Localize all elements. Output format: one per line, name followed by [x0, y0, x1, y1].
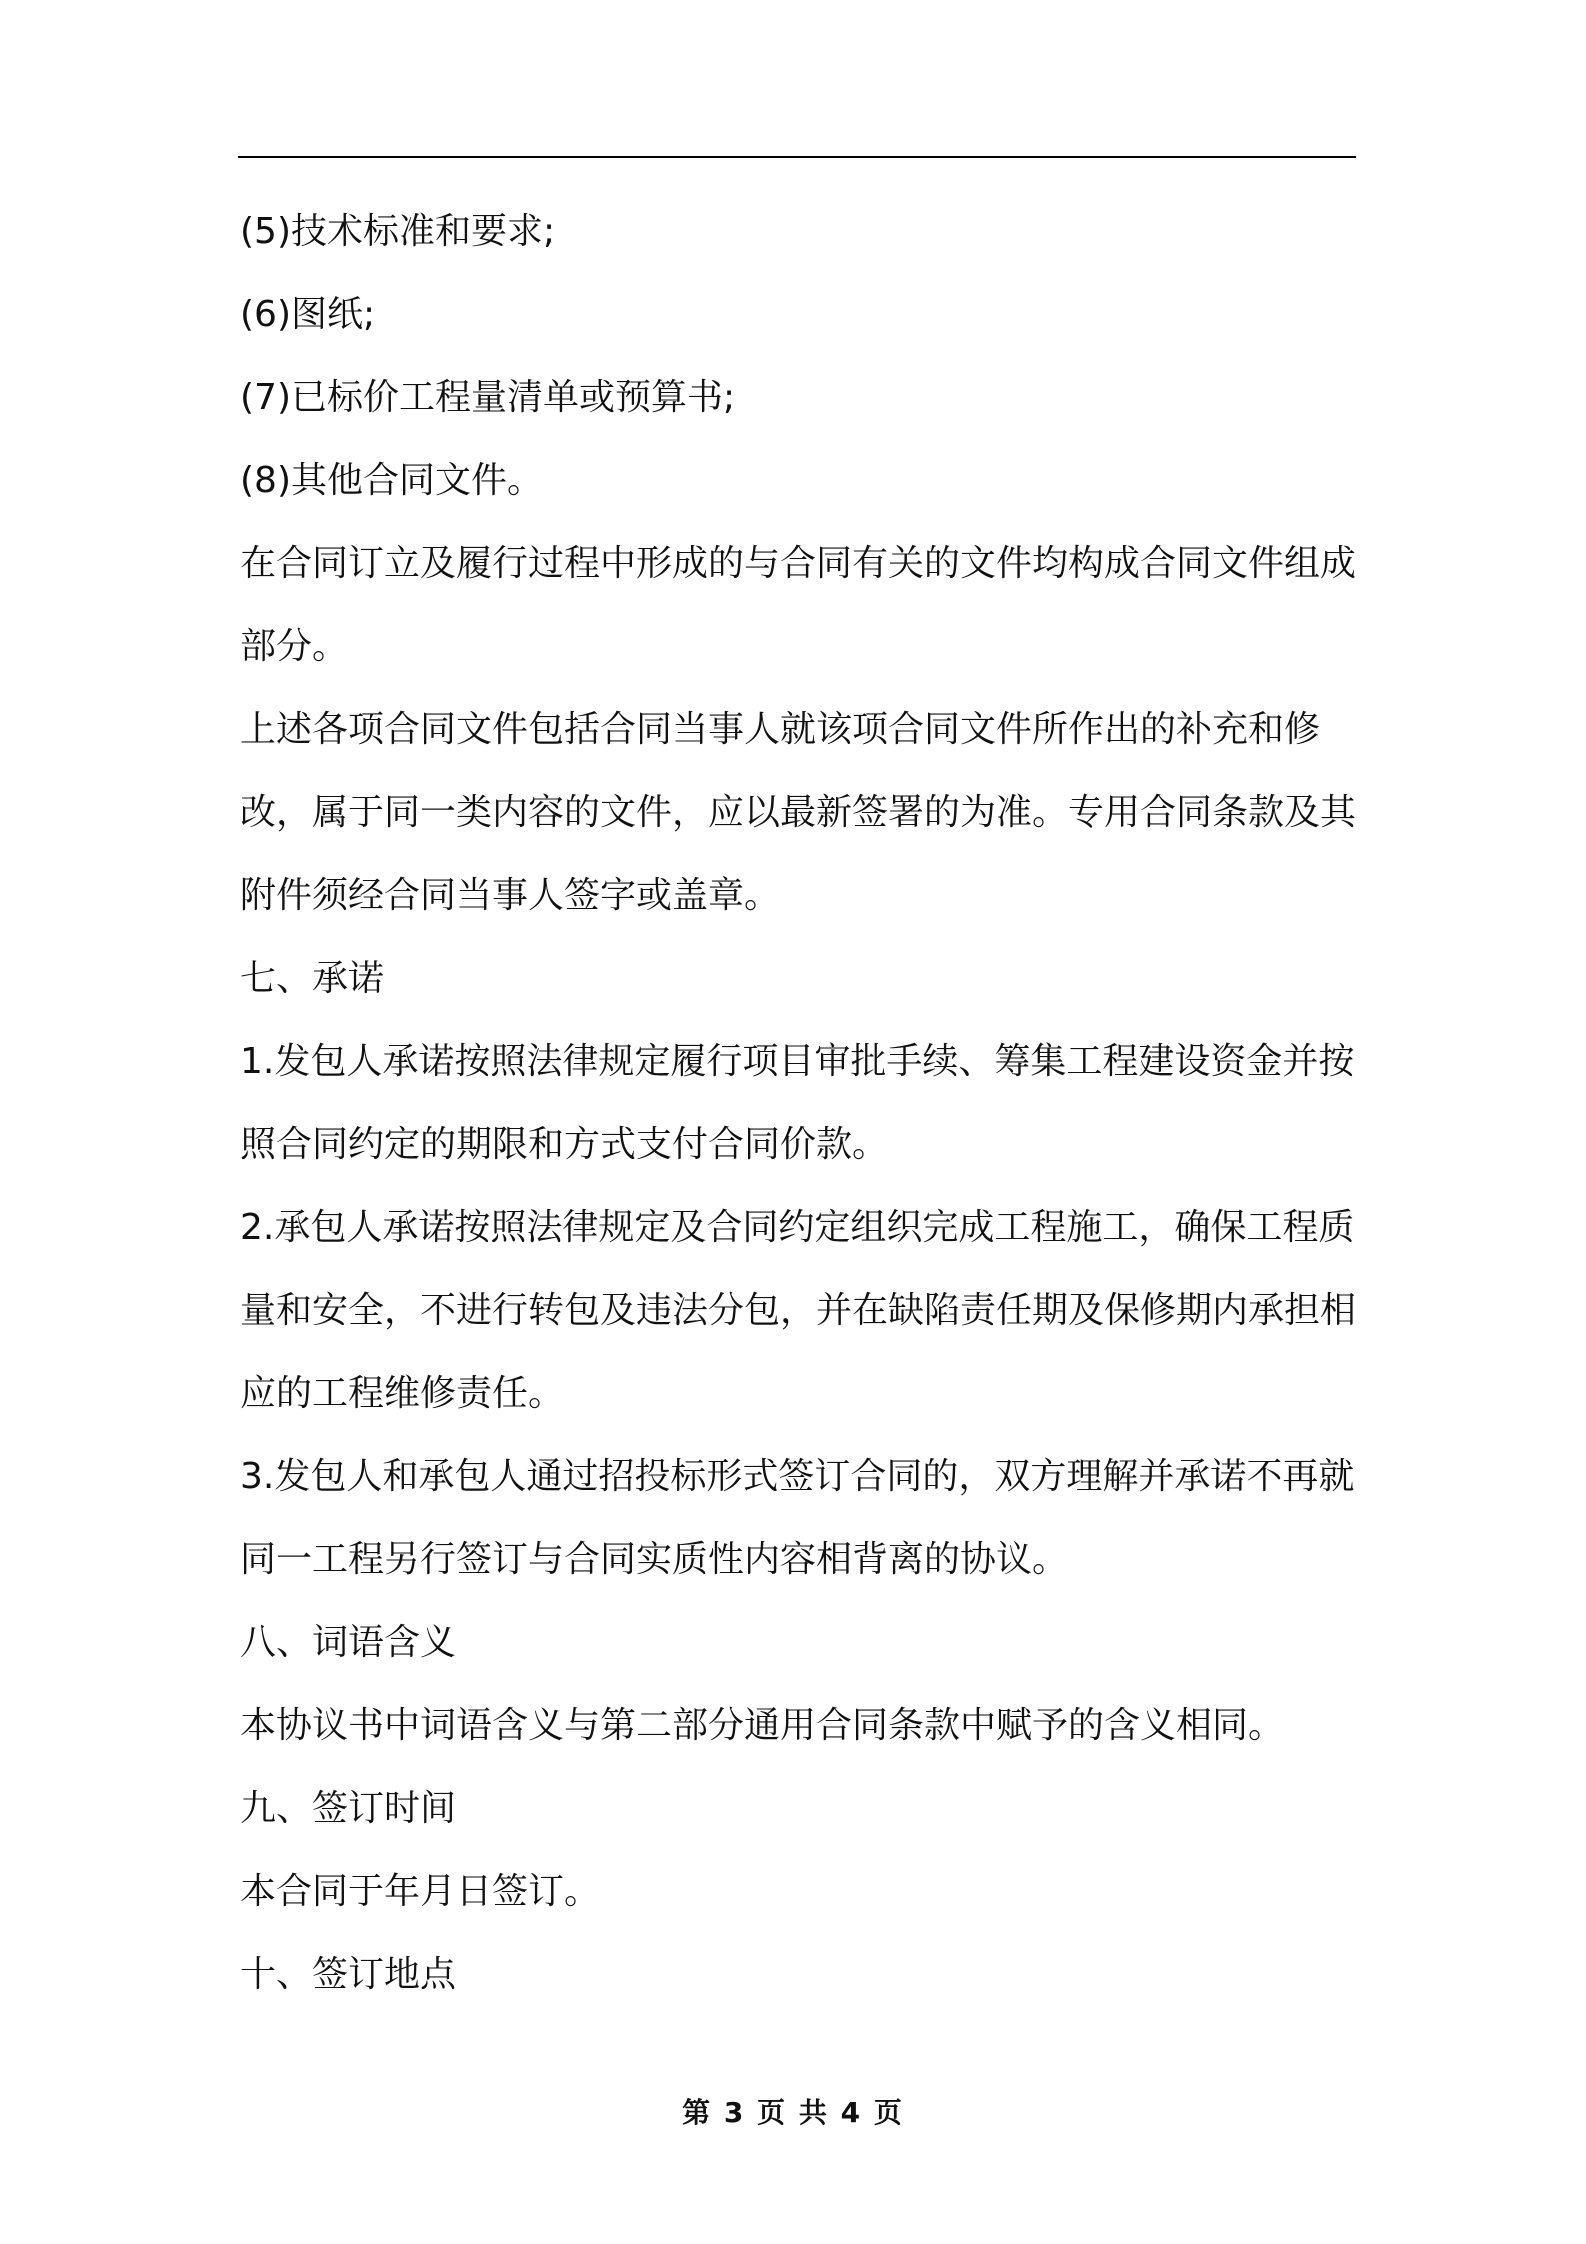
paragraph-contract-docs-supplement: 上述各项合同文件包括合同当事人就该项合同文件所作出的补充和修改，属于同一类内容的文件，应以最新签署的为准。专用合同条款及其附件须经合同当事人签字或盖章。	[240, 709, 1357, 916]
header-rule	[238, 156, 1356, 158]
paragraph-item-6: (6)图纸;	[240, 294, 376, 335]
section-heading-signing-place: 十、签订地点	[240, 1954, 457, 1995]
paragraph-commitment-2: 2.承包人承诺按照法律规定及合同约定组织完成工程施工，确保工程质量和安全，不进行转包及违法分包，并在缺陷责任期及保修期内承担相应的工程维修责任。	[240, 1207, 1357, 1414]
paragraph-item-8: (8)其他合同文件。	[240, 460, 543, 501]
paragraph-contract-docs-formation: 在合同订立及履行过程中形成的与合同有关的文件均构成合同文件组成部分。	[240, 543, 1357, 667]
paragraph-signing-time: 本合同于年月日签订。	[240, 1871, 601, 1912]
paragraph-commitment-1: 1.发包人承诺按照法律规定履行项目审批手续、筹集工程建设资金并按照合同约定的期限和方式支付合同价款。	[240, 1041, 1355, 1165]
section-heading-commitment: 七、承诺	[240, 958, 385, 999]
section-heading-terms: 八、词语含义	[240, 1622, 457, 1663]
page-number: 第 3 页 共 4 页	[682, 2096, 904, 2129]
paragraph-item-7: (7)已标价工程量清单或预算书;	[240, 377, 736, 418]
section-heading-signing-time: 九、签订时间	[240, 1788, 457, 1829]
paragraph-terms: 本协议书中词语含义与第二部分通用合同条款中赋予的含义相同。	[240, 1705, 1285, 1746]
document-body	[240, 190, 1360, 2016]
paragraph-item-5: (5)技术标准和要求;	[240, 211, 556, 252]
paragraph-commitment-3: 3.发包人和承包人通过招投标形式签订合同的，双方理解并承诺不再就同一工程另行签订与合同实质性内容相背离的协议。	[240, 1456, 1355, 1580]
